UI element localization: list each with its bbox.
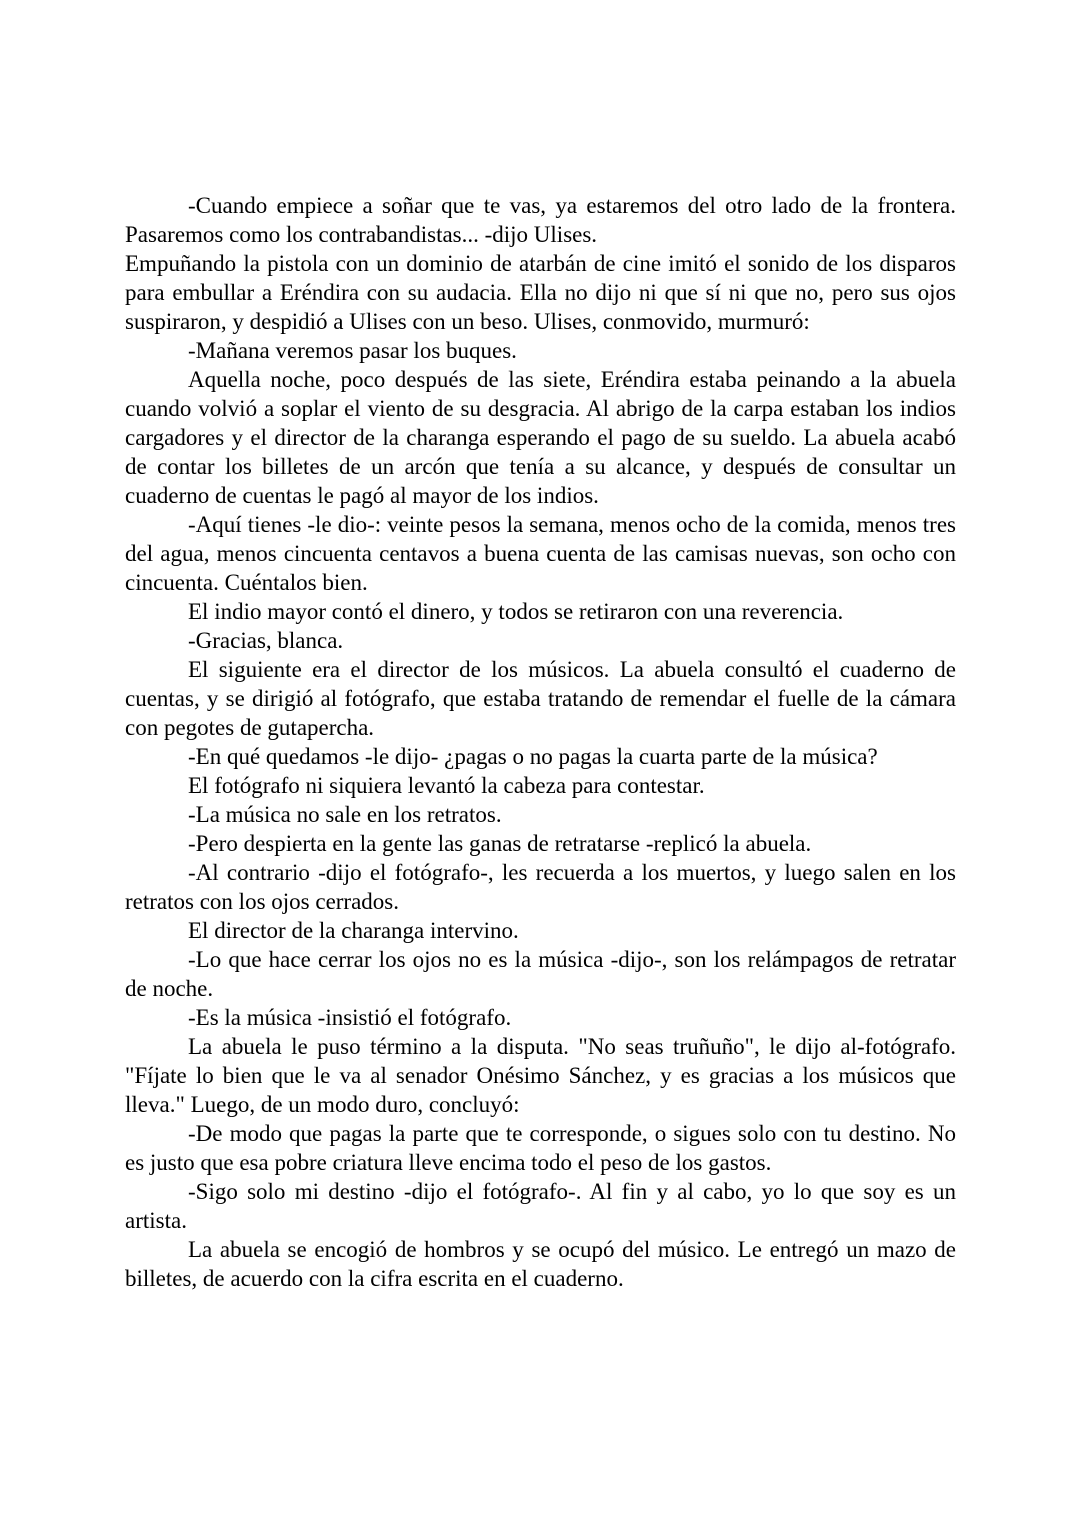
paragraph: -La música no sale en los retratos.: [188, 802, 502, 827]
paragraph: -Lo que hace cerrar los ojos no es la música -dijo-, son los relámpagos de retratar de noche.: [125, 947, 956, 1001]
paragraph: El director de la charanga intervino.: [188, 918, 519, 943]
paragraph: -Pero despierta en la gente las ganas de retratarse -replicó la abuela.: [188, 831, 812, 856]
paragraph: -Gracias, blanca.: [188, 628, 344, 653]
paragraph: -Al contrario -dijo el fotógrafo-, les recuerda a los muertos, y luego salen en los retratos con los ojos cerrados.: [125, 860, 956, 914]
paragraph: -Cuando empiece a soñar que te vas, ya estaremos del otro lado de la frontera. Pasaremos como los contrabandistas... -dijo Ulises.: [125, 193, 956, 247]
paragraph: La abuela le puso término a la disputa. "No seas truñuño", le dijo al-fotógrafo. "Fíjate lo bien que le va al senador Onésimo Sánchez, y es gracias a los músicos que lleva." Luego, de un modo duro, concluyó:: [125, 1034, 956, 1117]
paragraph: Aquella noche, poco después de las siete, Eréndira estaba peinando a la abuela cuando volvió a soplar el viento de su desgracia. Al abrigo de la carpa estaban los indios cargadores y el director de la charanga esperando el pago de su sueldo. La abuela acabó de contar los billetes de un arcón que tenía a su alcance, y después de consultar un cuaderno de cuentas le pagó al mayor de los indios.: [125, 367, 956, 508]
paragraph: La abuela se encogió de hombros y se ocupó del músico. Le entregó un mazo de billetes, de acuerdo con la cifra escrita en el cuaderno.: [125, 1237, 956, 1291]
document-page: [125, 191, 956, 1293]
paragraph: -Sigo solo mi destino -dijo el fotógrafo-. Al fin y al cabo, yo lo que soy es un artista.: [125, 1179, 956, 1233]
paragraph: El fotógrafo ni siquiera levantó la cabeza para contestar.: [188, 773, 705, 798]
paragraph: -Mañana veremos pasar los buques.: [188, 338, 517, 363]
paragraph: -De modo que pagas la parte que te corresponde, o sigues solo con tu destino. No es justo que esa pobre criatura lleve encima todo el peso de los gastos.: [125, 1121, 956, 1175]
paragraph: Empuñando la pistola con un dominio de atarbán de cine imitó el sonido de los disparos para embullar a Eréndira con su audacia. Ella no dijo ni que sí ni que no, pero sus ojos suspiraron, y despidió a Ulises con un beso. Ulises, conmovido, murmuró:: [125, 251, 956, 334]
paragraph: El indio mayor contó el dinero, y todos se retiraron con una reverencia.: [188, 599, 844, 624]
paragraph: -En qué quedamos -le dijo- ¿pagas o no pagas la cuarta parte de la música?: [188, 744, 878, 769]
paragraph: -Aquí tienes -le dio-: veinte pesos la semana, menos ocho de la comida, menos tres del agua, menos cincuenta centavos a buena cuenta de las camisas nuevas, son ocho con cincuenta. Cuéntalos bien.: [125, 512, 956, 595]
paragraph: -Es la música -insistió el fotógrafo.: [188, 1005, 512, 1030]
paragraph: El siguiente era el director de los músicos. La abuela consultó el cuaderno de cuentas, y se dirigió al fotógrafo, que estaba tratando de remendar el fuelle de la cámara con pegotes de gutapercha.: [125, 657, 956, 740]
